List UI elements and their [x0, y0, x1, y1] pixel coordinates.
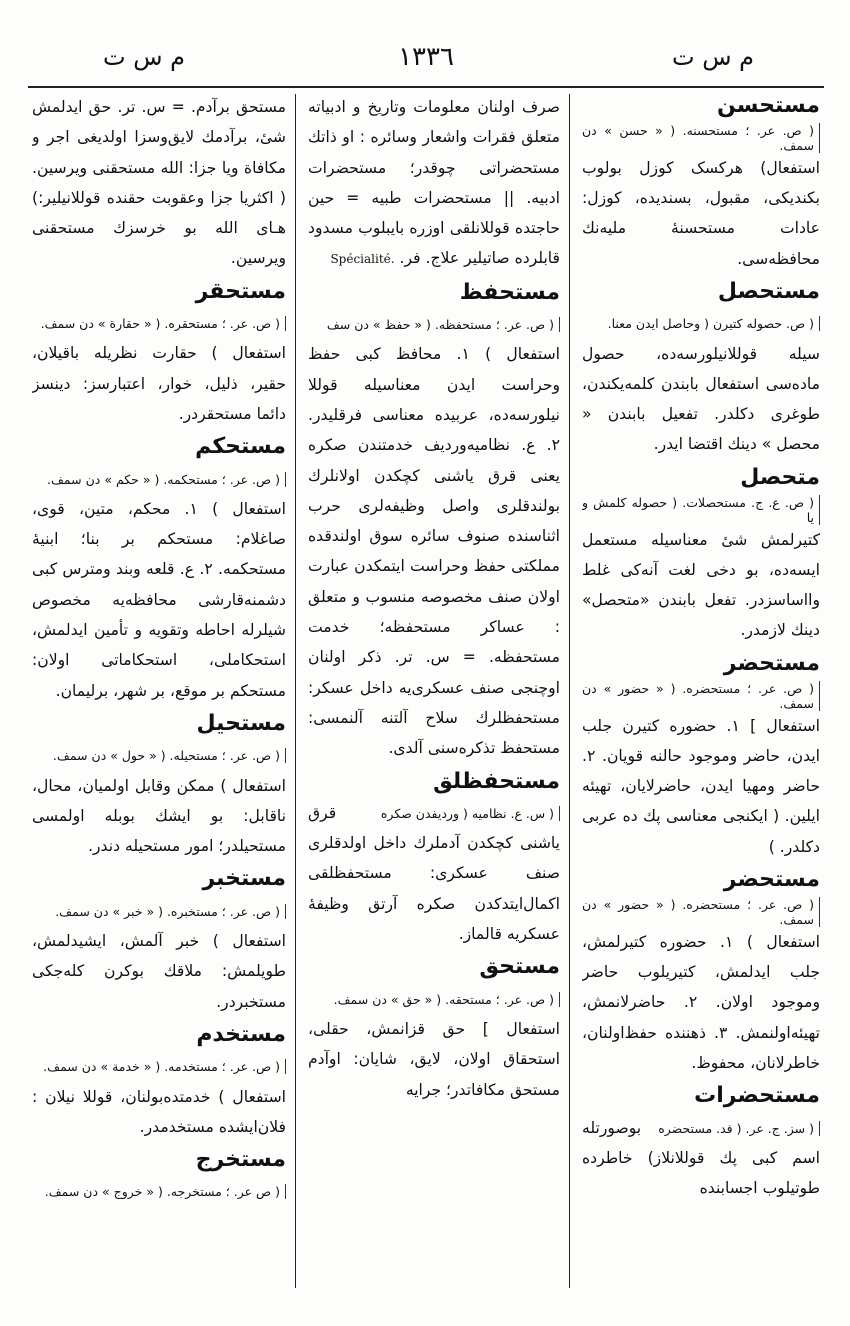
text-columns — [28, 92, 824, 1288]
dictionary-entry — [582, 464, 820, 646]
dictionary-entry — [32, 865, 286, 1016]
entry-headword: مستحسن — [716, 93, 820, 118]
entry-grammar: ( ص عر. ؛ مستخرجه. ( « خروج » دن سمف. — [45, 1184, 286, 1199]
entry-headword: مستخبر — [202, 866, 286, 892]
entry-definition: استفعال ] ١. حضوره کتیرن جلب ایدن، حاضر وموجود حالنه قویان. ٢. حاضر ومهیا ایدن، حاضرلایان، تهیئه ایلین. ( ایکنجی معناسی پك ده عربی دکلدر. ) — [582, 716, 820, 856]
dictionary-entry — [582, 1082, 820, 1203]
dictionary-entry — [32, 1021, 286, 1142]
dictionary-entry — [308, 768, 560, 950]
entry-headword: مستحیل — [196, 710, 286, 736]
continued-text — [308, 92, 560, 275]
entry-grammar: ( ص. عر. ؛ مستحکمه. ( « حکم » دن سمف. — [47, 472, 286, 487]
entry-definition: استفعال ) حقارت نظریله باقیلان، حقیر، ذلیل، خوار، اعتبارسز: دینسز دائما مستحقردر. — [32, 344, 286, 423]
entry-grammar: ( س. ع. نظامیه ( وردیفدن صکره — [381, 806, 560, 821]
column-rule — [569, 94, 570, 1288]
entry-headword: مستحکم — [195, 434, 286, 460]
entry-grammar: ( ص. حصوله کتیرن ( وحاصل ایدن معنا. — [608, 316, 820, 331]
entry-headword: متحصل — [740, 464, 820, 490]
entry-definition: استفعال) هرکسک کوزل بولوب بکندیکی، مقبول، بسندیده، کوزل: عادات مستحسنهٔ ملیه‌نك محافظه‌سی. — [582, 158, 820, 268]
entry-definition: استفعال ] حق قزانمش، حقلی، استحقاق اولان، لایق، شایان: اوآدم مستحق مکافاتدر؛ جرایه — [308, 1019, 560, 1099]
entry-definition: استفعال ) ١. حضوره کتیرلمش، جلب ایدلمش، کتیریلوب حاضر وموجود اولان. ٢. حاضرلانمش، تهیئه‌اولنمش. ٣. ذهننده حفظ‌اولنان، خاطرلانان، محفوظ. — [582, 932, 820, 1073]
entry-grammar: ( سز. ج. عر. ( فد. مستحضره — [658, 1121, 820, 1136]
dictionary-entry — [582, 650, 820, 862]
entry-headword: مستحضر — [723, 650, 820, 676]
dictionary-entry — [32, 710, 286, 861]
column-middle — [308, 92, 560, 1288]
column-right — [582, 92, 820, 1288]
entry-definition: استفعال ) ١. محافظ کبی حفظ وحراست ایدن معناسیله قوللا نیلورسه‌ده، عربیده معناسی فرقلیدر. ٢. ع. نظامیه‌وردیف خدمتندن صکره یعنی قرق یاشنی کچکدن اولانلرك بولندقلری واصل وظیفه‌لری حرب اثناسنده صنوف سائره سوق اولندقده مملکتی حفظ وحراست ایتمکدن عبارت اولان صنف مخصوصه منسوب و متعلق : عساکر مستحفظه؛ خدمت مستحفظه. = س. تر. ذکر اولنان اوچنجی صنف عسکری‌یه داخل عسکر: مستحفظلرك سلاح آلتنه آلنمسی: مستحفظ تذکره‌سنی آلدی. — [308, 345, 560, 758]
page-header — [28, 40, 824, 84]
entry-headword: مستحفظ — [459, 279, 560, 305]
french-equivalent: Spécialité. — [330, 252, 395, 267]
dictionary-entry — [582, 866, 820, 1078]
entry-grammar: ( ص. عر. ؛ مستحسنه. ( « حسن » دن سمف. — [582, 123, 820, 153]
entry-definition: بوصورتله اسم کبی پك قوللانلاز) خاطرده طوتیلوب اجسابنده — [582, 1118, 820, 1198]
entry-definition: سیله قوللانیلورسه‌ده، حصول ماده‌سی استفعال بابندن کلمه‌یکندن، طوغری دکلدر. تفعیل بابندن « محصل » دینك اقتضا ایدر. — [582, 344, 820, 454]
entry-grammar: ( ص. عر. ؛ مستحیله. ( « حول » دن سمف. — [53, 748, 286, 763]
dictionary-entry — [32, 278, 286, 429]
entry-definition: قرق یاشنی کچکدن آدملرك داخل اولدقلری صنف عسکری: مستحفظلقی اکمال‌ایتدکدن صکره آرتق وظیفهٔ عسکریه قالماز. — [308, 803, 560, 944]
dictionary-entry — [308, 953, 560, 1104]
entry-headword: مستخرج — [195, 1147, 286, 1173]
entry-grammar: ( ص. ع. ج. مستحصلات. ( حصوله کلمش و یا — [582, 495, 820, 525]
entry-headword: مستحضرات — [694, 1083, 820, 1109]
entry-definition: استفعال ) خبر آلمش، ایشیدلمش، طویلمش: ملاقك بوکرن کله‌جکی مستخبردر. — [32, 932, 286, 1011]
entry-grammar: ( ص. عر. ؛ مستحضره. ( « حضور » دن سمف. — [582, 897, 820, 927]
dictionary-entry — [582, 92, 820, 274]
entry-definition: استفعال ) خدمتده‌بولنان، قوللا نیلان : فلان‌ایشده مستخدمدر. — [32, 1087, 286, 1136]
entry-grammar: ( ص. عر. ؛ مستخبره. ( « خبر » دن سمف. — [55, 904, 286, 919]
dictionary-entry — [32, 1146, 286, 1207]
entry-grammar: ( ص. عر. ؛ مستحضره. ( « حضور » دن سمف. — [582, 681, 820, 711]
entry-grammar: ( ص. عر. ؛ مستحقره. ( « حقارة » دن سمف. — [41, 316, 286, 331]
entry-definition: استفعال ) ١. محکم، متین، قوی، صاغلام: مستحکم بر بنا؛ ابنیهٔ مستحکمه. ٢. ع. قلعه وبند ومترس کبی دشمنه‌قارشی محافظه‌یه مخصوص شیلرله احاطه وتقویه و تأمین ایدلمش، استحکاملی، استحکاماتی اولان: مستحکم بر موقع، بر شهر، برلیمان. — [32, 499, 286, 700]
continued-text — [32, 92, 286, 274]
column-left — [32, 92, 286, 1288]
header-rule — [28, 86, 824, 88]
entry-headword: مستخدم — [196, 1021, 286, 1047]
entry-headword: مستحفظلق — [433, 768, 560, 794]
continued-definition: صرف اولنان معلومات وتاریخ و ادبیاته متعلق فقرات واشعار وسائره : او ذاتك مستحضراتی چوقدر؛ مستحضرات ادبیه. || مستحضرات طبیه = حین حاجتده قوللانلقی اوزره بایبلوب مسدود قابلرده صاتیلیر علاج. فر. — [308, 98, 560, 268]
dictionary-entry — [32, 433, 286, 706]
page-number: ١٣٣٦ — [398, 42, 454, 72]
dictionary-entry — [308, 279, 560, 764]
entry-headword: مستحصل — [717, 278, 820, 304]
continued-definition: مستحق برآدم. = س. تر. حق ایدلمش شیٔ، برآدمك لایق‌وسزا اولدیغی اجر و مکافاة ویا جزا: الله مستحقنی ویرسین. ( اکثریا جزا وعقوبت حقنده قوللانیلیر:) هـای الله بو خرسزك مستحقنی ویرسین. — [32, 98, 286, 268]
entry-headword: مستحقر — [195, 278, 286, 304]
column-rule — [295, 94, 296, 1288]
entry-headword: مستحضر — [723, 867, 820, 893]
dictionary-entry — [582, 278, 820, 460]
running-head-left: م س ت — [103, 43, 186, 71]
entry-headword: مستحق — [479, 954, 560, 980]
entry-definition: استفعال ) ممکن وقابل اولمیان، محال، ناقابل: بو ایشك بوبله اولمسی مستحیلدر؛ امور مستحیله دندر. — [32, 776, 286, 856]
entry-grammar: ( ص. عر. ؛ مستحقه. ( « حق » دن سمف. — [334, 992, 560, 1007]
entry-definition: کتیرلمش شیٔ معناسیله مستعمل ایسه‌ده، بو دخی لغت آنه‌کی غلط وااساسزدر. تفعل بابندن «متحصل» دینك لازمدر. — [582, 530, 820, 640]
entry-grammar: ( ص. عر. ؛ مستحفظه. ( « حفظ » دن سف — [327, 317, 560, 332]
running-head-right: م س ت — [671, 43, 754, 71]
entry-grammar: ( ص. عر. ؛ مستخدمه. ( « خدمة » دن سمف. — [43, 1059, 286, 1074]
